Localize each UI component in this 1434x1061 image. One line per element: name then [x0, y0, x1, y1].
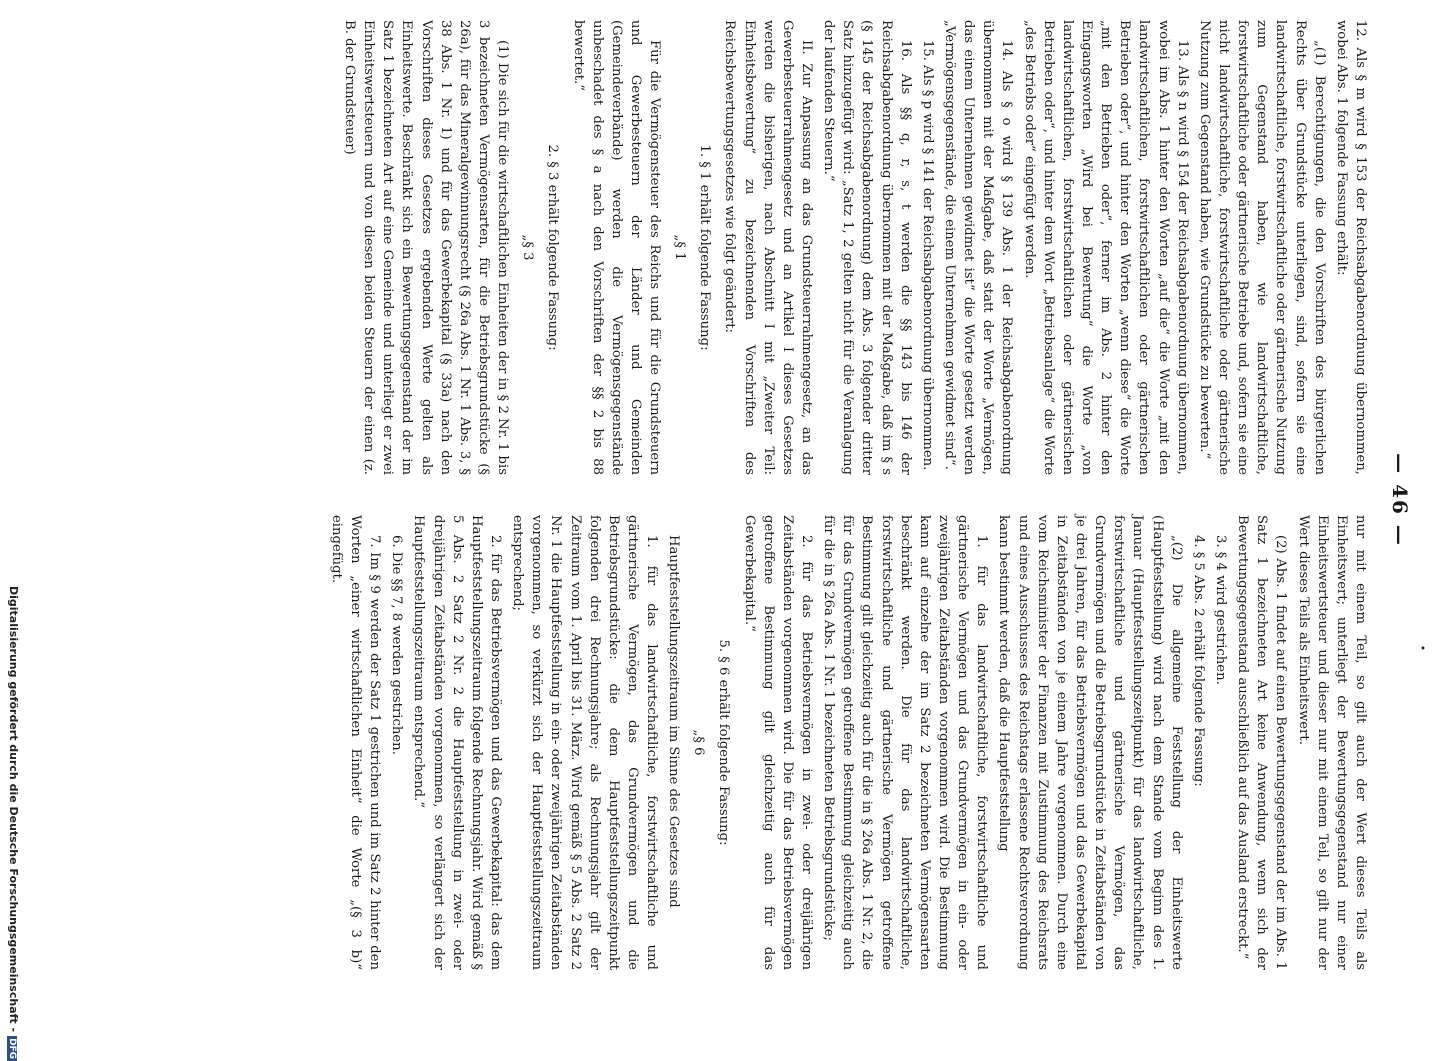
paragraph: 2. für das Betriebsvermögen und das Gewerbekapital: das dem Hauptfeststellungszeitraum folgende Rechnungsjahr. Wird gemäß § 5 Abs. 2 Satz 2 Nr. 2 die Hauptfeststellung in zwei- oder dreijährigen Zeitabständen vorgenommen, so verlängert sich der Hauptfeststellungszeitraum entsprechend.“ — [411, 515, 503, 970]
dot-mark: • — [1416, 645, 1427, 651]
paragraph: (1) Die sich für die wirtschaftlichen Einheiten der in § 2 Nr. 1 bis 3 bezeichneten Vermögensarten, für die Betriebsgrundstücke (§ 26a), für das Mineralgewinnungsrecht (§ 26a Abs. 1 Nr. 1 Abs. 3, § 38 Abs. 1 Nr. 1) und für das Gewerbekapital (§ 33a) nach den Vorschriften dieses Gesetzes ergebenden Werte gelten als Einheitswerte. Beschränkt sich ein Bewertungsgegenstand der im Satz 1 bezeichneten Art auf eine Gemeinde und unterliegt er zwei Einheitswertsteuern und von diesen beiden Steuern der einen (z. B. der Grundsteuer) — [341, 20, 511, 475]
right-column — [324, 515, 1370, 970]
paragraph: 1. für das landwirtschaftliche, forstwirtschaftliche und gärtnerische Vermögen, das Grundvermögen und die Betriebsgrundstücke: die dem Hauptfeststellungszeitpunkt folgenden drei Rechnungsjahre; als Rechnungsjahr gilt der Zeitraum vom 1. April bis 31. März. Wird gemäß § 5 Abs. 2 Satz 2 Nr. 1 die Hauptfeststellung in ein- oder zweijährigen Zeitabständen vorgenommen, so verkürzt sich der Hauptfeststellungszeitraum entsprechend; — [510, 515, 660, 970]
paragraph: 16. Als §§ q, r, s, t werden die §§ 143 bis 146 der Reichsabgabenordnung übernommen mit der Maßgabe, daß im § s (§ 145 der Reichsabgabenordnung) dem Abs. 3 folgender dritter Satz hinzugefügt wird: „Satz 1, 2 gelten nicht für die Veranlagung der laufenden Steuern.“ — [821, 20, 913, 475]
paragraph: 2. für das Betriebsvermögen in zwei- oder dreijährigen Zeitabständen vorgenommen wird. Die für das Betriebsvermögen getroffene Bestimmung gilt gleichzeitig auch für das Gewerbekapital.“ — [741, 515, 815, 970]
paragraph: Für die Vermögensteuer des Reichs und für die Grundsteuern und Gewerbesteuern der Länder und Gemeinden (Gemeindeverbände) werden die Vermögensgegenstände unbeschadet des § a nach den Vorschriften der §§ 2 bis 88 bewertet.“ — [570, 20, 663, 475]
left-column — [337, 20, 1370, 475]
section-heading: 1. § 1 erhält folgende Fassung: — [697, 144, 713, 351]
paragraph: „(2) Die allgemeine Feststellung der Einheitswerte (Hauptfeststellung) wird nach dem Stande vom Beginn des 1. Januar (Hauptfeststellungszeitpunkt) für das landwirtschaftliche, forstwirtschaftliche und gärtnerische Vermögen, das Grundvermögen und die Betriebsgrundstücke in Zeitabständen von je drei Jahren, für das Betriebsvermögen und das Gewerbekapital in Zeitabständen von je einem Jahre vorgenommen. Durch eine vom Reichsminister der Finanzen mit Zustimmung des Reichsrats und eines Ausschusses des Reichstags erlassene Rechtsverordnung kann bestimmt werden, daß die Hauptfeststellung — [996, 515, 1184, 970]
paragraph: nur mit einem Teil, so gilt auch der Wert dieses Teils als Einheitswert; unterliegt der Bewertungsgegenstand nur einer Einheitswertsteuer und dieser nur mit einem Teil, so gilt nur der Wert dieses Teils als Einheitswert. — [1295, 515, 1368, 970]
paragraph: II. Zur Anpassung an das Grundsteuerrahmengesetz, an das Gewerbesteuerrahmengesetz und an Artikel I dieses Gesetzes werden die bisherigen, nach Abschnitt I mit „Zweiter Teil: Einheitsbewertung“ zu bezeichnenden Vorschriften des Reichsbewertungsgesetzes wie folgt geändert: — [722, 20, 815, 475]
paragraph: 12. Als § m wird § 153 der Reichsabgabenordnung übernommen, wobei Abs. 1 folgende Fassung erhält: — [1333, 20, 1368, 475]
paragraph: 14. Als § o wird § 139 Abs. 1 der Reichsabgabenordnung übernommen mit der Maßgabe, daß statt der Worte „Vermögen, das einem Unternehmen gewidmet ist“ die Worte gesetzt werden „Vermögensgegenstände, die einem Unternehmen gewidmet sind“. — [942, 20, 1015, 475]
dfg-logo: DFG — [7, 1038, 17, 1060]
section-title: „§ 6 — [691, 729, 707, 756]
paragraph: 6. Die §§ 7, 8 werden gestrichen. — [389, 535, 405, 755]
paragraph: 15. Als § p wird § 141 der Reichsabgabenordnung übernommen. — [919, 40, 935, 471]
footer-text: Digitalisierung gefördert durch die Deutsche Forschungsgemeinschaft - — [7, 586, 20, 1033]
section-heading: 2. § 3 erhält folgende Fassung: — [545, 144, 561, 351]
paragraph: Hauptfeststellungszeitraum im Sinne des Gesetzes sind — [666, 535, 682, 908]
section-heading: 5. § 6 erhält folgende Fassung: — [716, 639, 732, 846]
paragraph: 7. Im § 9 werden der Satz 1 gestrichen und im Satz 2 hinter den Worten „einer wirtschaftlichen Einheit“ die Worte „(§ 3 b)“ eingefügt. — [328, 515, 383, 970]
page-number: — 46 — — [1388, 453, 1412, 547]
paragraph: 13. Als § n wird § 154 der Reichsabgabenordnung übernommen, wobei im Abs. 1 hinter den Worten „auf die“ die Worte „mit den landwirtschaftlichen, forstwirtschaftlichen oder gärtnerischen Betrieben oder“, und hinter den Worten „wenn diese“ die Worte „mit den Betrieben oder“, ferner im Abs. 2 hinter den Eingangsworten „Wird bei Bewertung“ die Worte „von landwirtschaftlichen, forstwirtschaftlichen oder gärtnerischen Betrieben oder“, und hinter dem Wort „Betriebsanlage“ die Worte „des Betriebs oder“ eingefügt werden. — [1021, 20, 1190, 475]
paragraph: (2) Abs. 1 findet auf einen Bewertungsgegenstand der im Abs. 1 Satz 1 bezeichneten Art keine Anwendung, wenn sich der Bewertungsgegenstand ausschließlich auf das Ausland erstreckt.“ — [1235, 515, 1289, 970]
section-title: „§ 1 — [672, 234, 688, 261]
digitization-footer — [2, 586, 24, 1060]
section-title: „§ 3 — [520, 234, 536, 261]
paragraph: „(1) Berechtigungen, die den Vorschriften des bürgerlichen Rechts über Grundstücke unterliegen, sind, sofern sie eine landwirtschaftliche, forstwirtschaftliche oder gärtnerische Nutzung zum Gegenstand haben, wie landwirtschaftliche, forstwirtschaftliche oder gärtnerische Betriebe und, sofern sie eine nicht landwirtschaftliche, forstwirtschaftliche oder gärtnerische Nutzung zum Gegenstand haben, wie Grundstücke zu bewerten.“ — [1196, 20, 1327, 475]
paragraph: 3. § 4 wird gestrichen. — [1213, 535, 1229, 685]
paragraph: 4. § 5 Abs. 2 erhält folgende Fassung: — [1190, 535, 1206, 787]
paragraph: 1. für das landwirtschaftliche, forstwirtschaftliche und gärtnerische Vermögen und das Grundvermögen in ein- oder zweijährigen Zeitabständen vorgenommen wird. Die Bestimmung kann auf einzelne der im Satz 2 bezeichneten Vermögensarten beschränkt werden. Die für das landwirtschaftliche, forstwirtschaftliche und gärtnerische Vermögen getroffene Bestimmung gilt gleichzeitig auch für die in § 26a Abs. 1 Nr. 2, die für das Grundvermögen getroffene Bestimmung gleichzeitig auch für die in § 26a Abs. 1 Nr. 1 bezeichneten Betriebsgrundstücke; — [821, 515, 990, 970]
rotated-page-content — [130, 0, 1430, 1000]
